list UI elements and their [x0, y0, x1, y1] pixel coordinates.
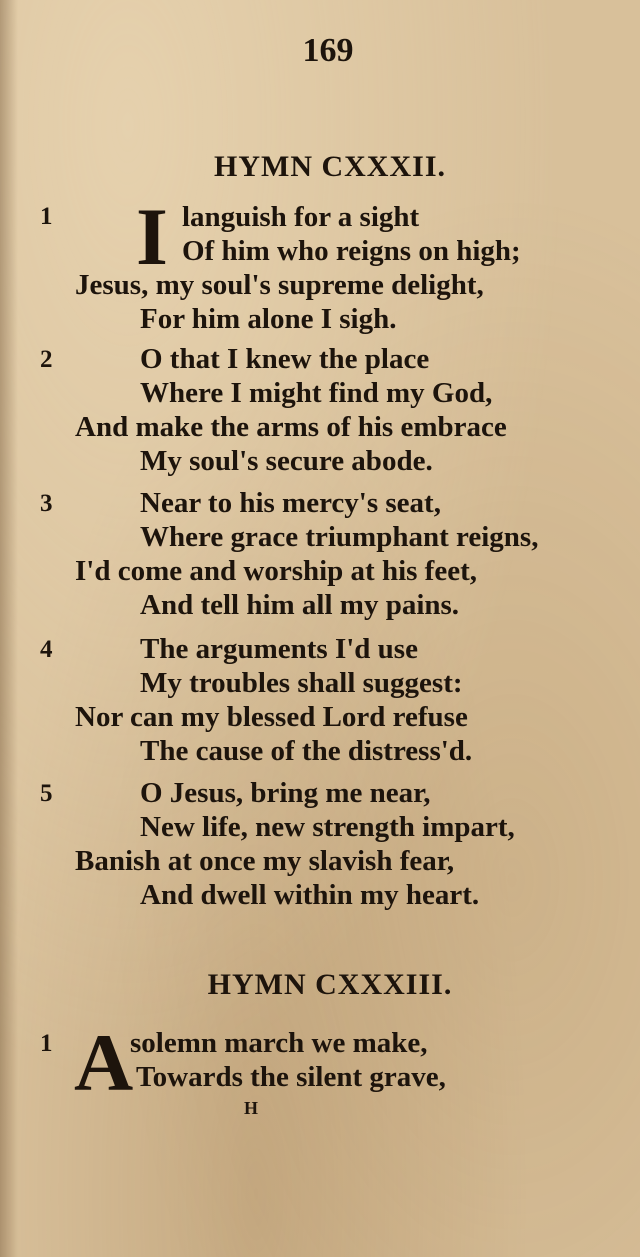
verse-line: O Jesus, bring me near,	[140, 777, 431, 809]
verse-line: The cause of the distress'd.	[140, 735, 473, 767]
stanza-number: 5	[40, 780, 53, 807]
hymn-title: HYMN CXXXIII.	[207, 968, 453, 1001]
verse-line: Banish at once my slavish fear,	[75, 845, 455, 877]
verse-line: languish for a sight	[182, 201, 420, 233]
verse-line: solemn march we make,	[130, 1027, 428, 1059]
verse-line: And tell him all my pains.	[140, 589, 460, 621]
verse-line: And make the arms of his embrace	[75, 411, 507, 443]
verse-line: My soul's secure abode.	[140, 445, 433, 477]
verse-line: The arguments I'd use	[140, 633, 418, 665]
stanza-number: 1	[40, 1030, 53, 1057]
drop-cap: A	[74, 1017, 134, 1108]
verse-line: Towards the silent grave,	[136, 1061, 446, 1093]
drop-cap: I	[136, 191, 168, 282]
page-edge-shadow	[0, 0, 18, 1257]
verse-line: Jesus, my soul's supreme delight,	[75, 269, 484, 301]
stanza-number: 4	[40, 636, 53, 663]
verse-line: Nor can my blessed Lord refuse	[75, 701, 468, 733]
stanza-number: 2	[40, 346, 53, 373]
verse-line: Of him who reigns on high;	[182, 235, 521, 267]
verse-line: New life, new strength impart,	[140, 811, 515, 843]
verse-line: And dwell within my heart.	[140, 879, 480, 911]
stanza-number: 1	[40, 203, 53, 230]
verse-line: Where I might find my God,	[140, 377, 493, 409]
verse-line: I'd come and worship at his feet,	[75, 555, 477, 587]
verse-line: Where grace triumphant reigns,	[140, 521, 539, 553]
verse-line: For him alone I sigh.	[140, 303, 397, 335]
signature-mark: H	[244, 1098, 259, 1118]
verse-line: Near to his mercy's seat,	[140, 487, 441, 519]
verse-line: O that I knew the place	[140, 343, 430, 375]
stanza-number: 3	[40, 490, 53, 517]
verse-line: My troubles shall suggest:	[140, 667, 463, 699]
hymn-title: HYMN CXXXII.	[214, 150, 446, 183]
page-number: 169	[302, 32, 354, 69]
